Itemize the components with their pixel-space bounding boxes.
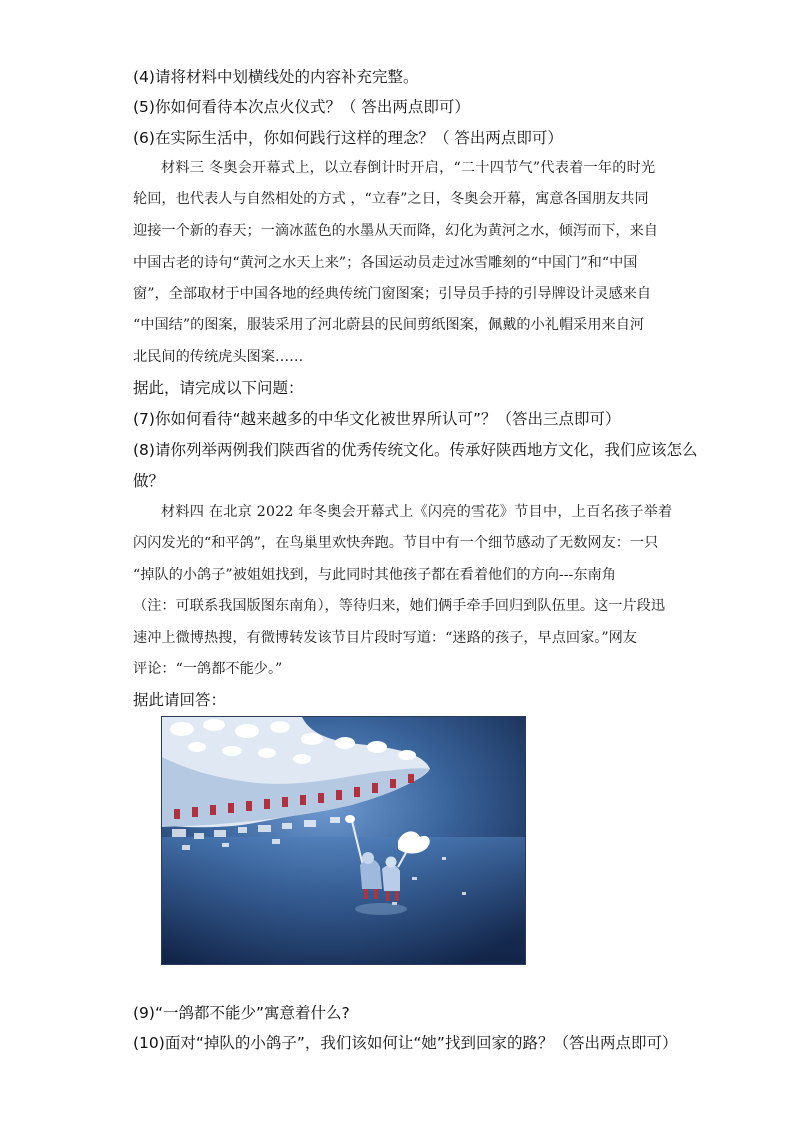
material-3-line-7: 北民间的传统虎头图案…… (133, 349, 304, 365)
olympic-ceremony-photo (161, 716, 526, 965)
prompt-2: 据此请回答： (133, 691, 227, 709)
question-9: (9)“一鸽都不能少”寓意着什么? (133, 1004, 350, 1022)
material-4-line-5: 速冲上微博热搜，有微博转发该节目片段时写道：“迷路的孩子，早点回家。”网友 (133, 630, 637, 646)
question-8-line-2: 做？ (133, 472, 165, 490)
material-3-line-2: 轮回，也代表人与自然相处的方式 ，“立春”之日，冬奥会开幕，寓意各国朋友共同 (133, 191, 649, 207)
material-3-line-3: 迎接一个新的春天；一滴冰蓝色的水墨从天而降，幻化为黄河之水，倾泻而下，来自 (133, 223, 658, 239)
question-8-line-1: (8)请你列举两例我们陕西省的优秀传统文化。传承好陕西地方文化，我们应该怎么 (133, 441, 698, 459)
question-7: (7)你如何看待“越来越多的中华文化被世界所认可”？（答出三点即可） (133, 410, 621, 428)
material-3-line-5: 窗”，全部取材于中国各地的经典传统门窗图案；引导员手持的引导牌设计灵感来自 (133, 286, 652, 302)
material-3-line-6: “中国结”的图案，服装采用了河北蔚县的民间剪纸图案，佩戴的小礼帽采用来自河 (133, 317, 645, 333)
material-4-line-3: “掉队的小鸽子”被姐姐找到，与此同时其他孩子都在看着他们的方向---东南角 (133, 567, 616, 583)
material-4-line-2: 闪闪发光的“和平鸽”，在鸟巢里欢快奔跑。节目中有一个细节感动了无数网友：一只 (133, 535, 659, 551)
material-4-line-6: 评论：“一鸽都不能少。” (133, 661, 283, 677)
material-3-line-1: 材料三 冬奥会开幕式上，以立春倒计时开启，“二十四节气”代表着一年的时光 (161, 160, 656, 176)
question-6: (6)在实际生活中，你如何践行这样的理念？（ 答出两点即可） (133, 129, 563, 147)
prompt-1: 据此，请完成以下问题： (133, 379, 304, 397)
question-4: (4)请将材料中划横线处的内容补充完整。 (133, 68, 419, 86)
question-5: (5)你如何看待本次点火仪式？（ 答出两点即可） (133, 98, 470, 116)
question-10: (10)面对“掉队的小鸽子”，我们该如何让“她”找到回家的路？（答出两点即可） (133, 1034, 678, 1052)
material-3-line-4: 中国古老的诗句“黄河之水天上来”；各国运动员走过冰雪雕刻的“中国门”和“中国 (133, 255, 638, 271)
material-4-line-4: （注：可联系我国版图东南角），等待归来，她们俩手牵手回归到队伍里。这一片段迅 (133, 598, 666, 614)
material-4-line-1: 材料四 在北京 2022 年冬奥会开幕式上《闪亮的雪花》节目中，上百名孩子举着 (161, 504, 673, 520)
